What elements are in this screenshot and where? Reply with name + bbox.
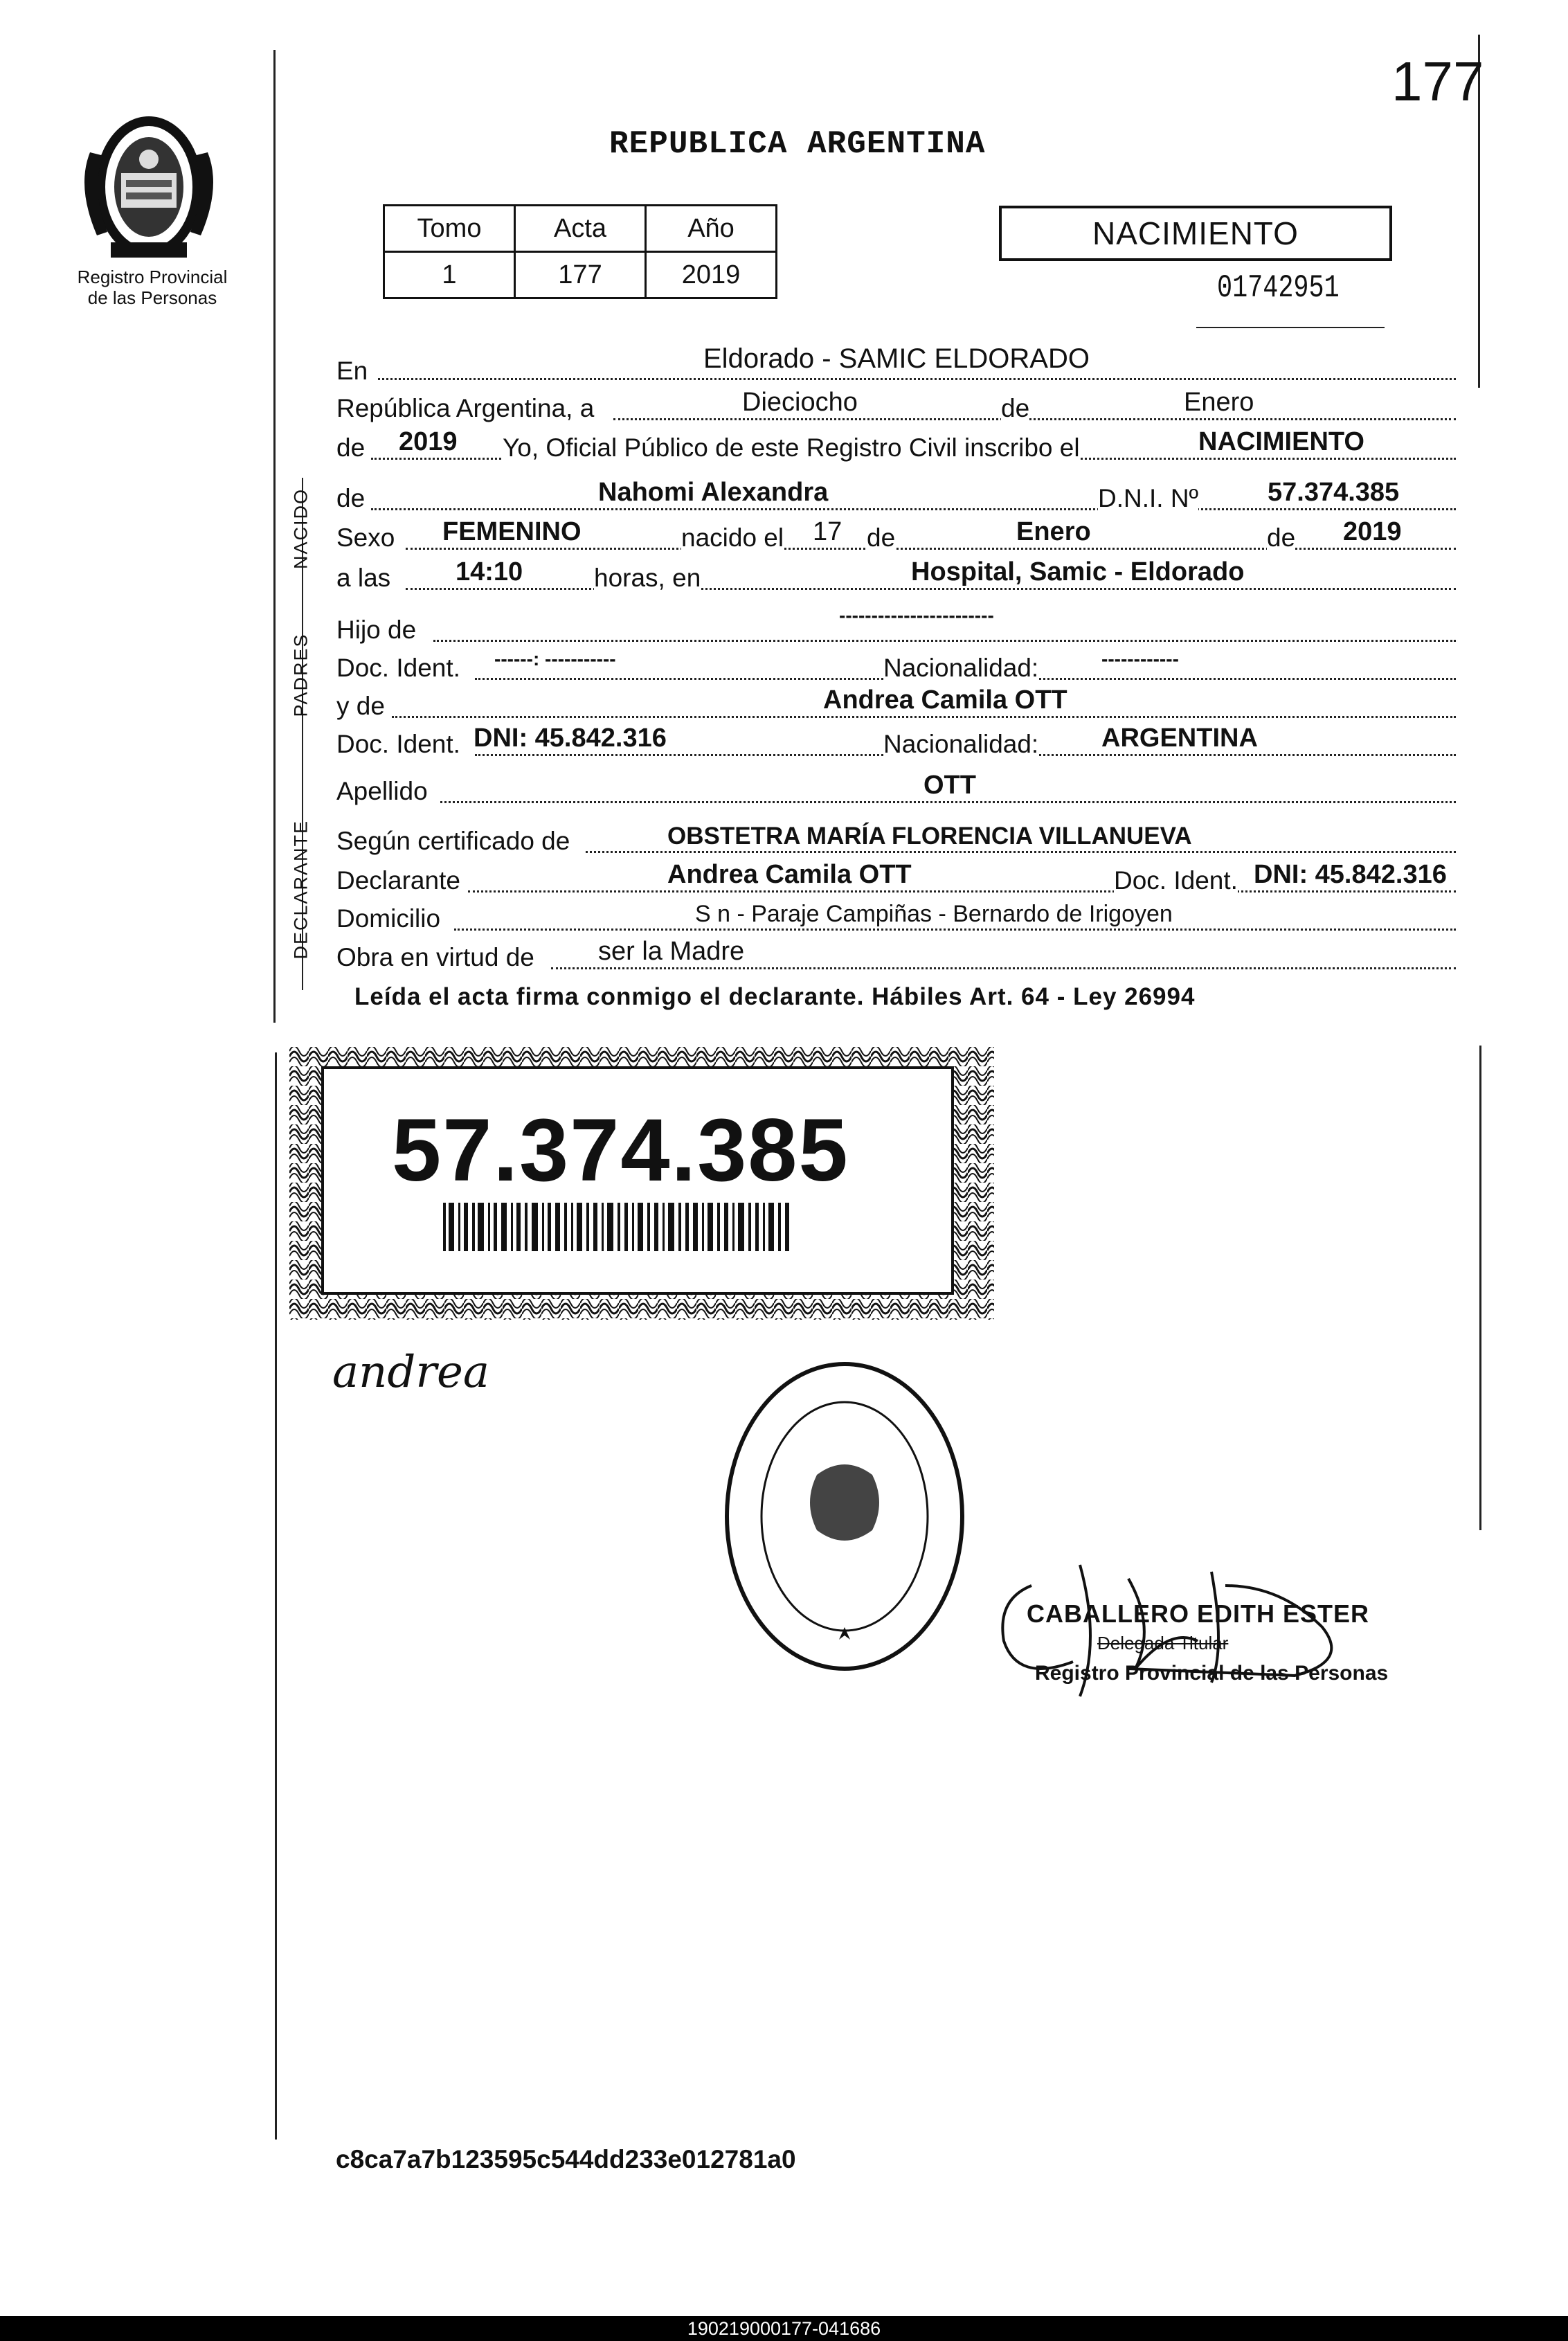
tomo-value: 1 [384, 252, 515, 298]
serial-underline [1196, 327, 1385, 328]
ano-header: Año [646, 206, 777, 252]
doc-ident-label-3: Doc. Ident. [1114, 866, 1238, 895]
mother-nationality: ARGENTINA [1101, 724, 1258, 753]
mother-doc: DNI: 45.842.316 [474, 724, 667, 753]
row-mother-doc [336, 720, 1456, 762]
obra-label: Obra en virtud de [336, 943, 534, 971]
domicilio-label: Domicilio [336, 904, 441, 933]
left-margin-line [273, 50, 276, 1023]
row-sexo [336, 514, 1456, 555]
dotted-line [454, 929, 1456, 931]
ano-value: 2019 [646, 252, 777, 298]
child-sex: FEMENINO [442, 517, 582, 546]
row-year [336, 424, 1456, 465]
declarant-relation: ser la Madre [598, 937, 745, 966]
mother-name: Andrea Camila OTT [823, 685, 1067, 715]
nacionalidad-label-2: Nacionalidad: [883, 730, 1039, 758]
child-dni: 57.374.385 [1268, 478, 1400, 507]
acta-value: 177 [515, 252, 646, 298]
place-of-registration: Eldorado - SAMIC ELDORADO [703, 343, 1090, 374]
serial-number: 01742951 [1217, 270, 1340, 306]
father-nationality: ------------ [1101, 648, 1179, 670]
side-label-nacido: NACIDO [290, 488, 312, 570]
certificate-issuer: OBSTETRA MARÍA FLORENCIA VILLANUEVA [667, 823, 1192, 850]
nacido-el-label: nacido el [681, 523, 784, 552]
bottom-code: 190219000177-041686 [687, 2318, 881, 2339]
de-label-3: de [336, 484, 366, 512]
doc-ident-label-2: Doc. Ident. [336, 730, 460, 758]
yo-label: Yo, Oficial Público de este Registro Civil inscribo el [503, 433, 1080, 462]
row-domicilio [336, 895, 1456, 936]
registration-year: 2019 [399, 427, 458, 456]
dotted-line [433, 640, 1456, 642]
birth-year: 2019 [1343, 517, 1402, 546]
row-declarante [336, 856, 1456, 898]
acta-header: Acta [515, 206, 646, 252]
row-father-doc [336, 644, 1456, 685]
country-title: REPUBLICA ARGENTINA [609, 126, 986, 162]
de-label-5: de [1267, 523, 1296, 552]
dotted-line [406, 548, 1456, 550]
declarant-address: S n - Paraje Campiñas - Bernardo de Irigoyen [695, 901, 1173, 927]
dotted-line [371, 508, 1456, 510]
registration-month: Enero [1184, 388, 1254, 417]
row-y-de [336, 682, 1456, 724]
footer-note: Leída el acta firma conmigo el declarante. Hábiles Art. 64 - Ley 26994 [354, 983, 1196, 1010]
declarant-doc: DNI: 45.842.316 [1254, 860, 1447, 889]
official-seal-stamp [720, 1357, 969, 1676]
page-number: 177 [1391, 51, 1484, 112]
row-apellido [336, 767, 1456, 809]
document-hash: c8ca7a7b123595c544dd233e012781a0 [336, 2145, 796, 2173]
doc-ident-label-1: Doc. Ident. [336, 654, 460, 682]
dotted-line [392, 716, 1456, 718]
horas-en-label: horas, en [594, 564, 701, 592]
a-las-label: a las [336, 564, 391, 592]
birth-month: Enero [1016, 517, 1091, 546]
row-en [336, 344, 1456, 386]
birth-day: 17 [813, 517, 842, 546]
row-segun [336, 817, 1456, 859]
declarant-name: Andrea Camila OTT [667, 860, 912, 889]
side-label-padres: PADRES [290, 633, 312, 717]
logo-caption [48, 267, 256, 308]
hijo-de-label: Hijo de [336, 616, 417, 644]
dotted-line [551, 967, 1456, 969]
de-label-1: de [1001, 394, 1030, 422]
dotted-line [586, 851, 1456, 853]
row-hora [336, 554, 1456, 595]
segun-label: Según certificado de [336, 827, 570, 855]
child-name: Nahomi Alexandra [598, 478, 829, 507]
de-label-4: de [867, 523, 896, 552]
left-margin-line-lower [275, 1052, 277, 2140]
row-name [336, 474, 1456, 516]
dotted-line [378, 378, 1456, 380]
right-margin-line-lower [1479, 1046, 1481, 1530]
birth-place: Hospital, Samic - Eldorado [911, 557, 1245, 586]
inscription-type: NACIMIENTO [1198, 427, 1364, 456]
logo-caption-line2: de las Personas [87, 287, 217, 308]
declarant-signature: andrea [332, 1347, 489, 1398]
de-label-2: de [336, 433, 366, 462]
apellido-label: Apellido [336, 777, 428, 805]
republica-label: República Argentina, a [336, 394, 595, 422]
row-obra [336, 933, 1456, 975]
en-label: En [336, 357, 368, 385]
logo-caption-line1: Registro Provincial [77, 267, 228, 287]
father-name: ------------------------ [839, 604, 994, 626]
declarante-label: Declarante [336, 866, 460, 895]
y-de-label: y de [336, 692, 385, 720]
birth-time: 14:10 [456, 557, 523, 586]
surname: OTT [923, 771, 976, 800]
row-republica [336, 384, 1456, 426]
father-doc: ------: ----------- [494, 648, 616, 670]
officer-role: Delegada Titular [1097, 1633, 1229, 1653]
acta-type-box: NACIMIENTO [999, 206, 1392, 261]
sexo-label: Sexo [336, 523, 395, 552]
dni-label: D.N.I. Nº [1098, 484, 1199, 512]
dotted-line [468, 890, 1456, 893]
side-label-declarante: DECLARANTE [290, 819, 312, 960]
record-table-header-row [384, 206, 777, 252]
provincial-coat-of-arms-logo [69, 111, 228, 263]
dotted-line [406, 588, 1456, 590]
dotted-line [440, 801, 1456, 803]
dni-stamp-number: 57.374.385 [392, 1101, 849, 1200]
row-hijo-de [336, 606, 1456, 647]
officer-office: Registro Provincial de las Personas [1035, 1662, 1389, 1685]
record-table-value-row [384, 252, 777, 298]
dotted-line [613, 418, 1456, 420]
officer-name: CABALLERO EDITH ESTER [1027, 1599, 1370, 1628]
tomo-header: Tomo [384, 206, 515, 252]
nacionalidad-label-1: Nacionalidad: [883, 654, 1039, 682]
record-table [383, 204, 777, 299]
registration-day: Dieciocho [742, 388, 858, 417]
